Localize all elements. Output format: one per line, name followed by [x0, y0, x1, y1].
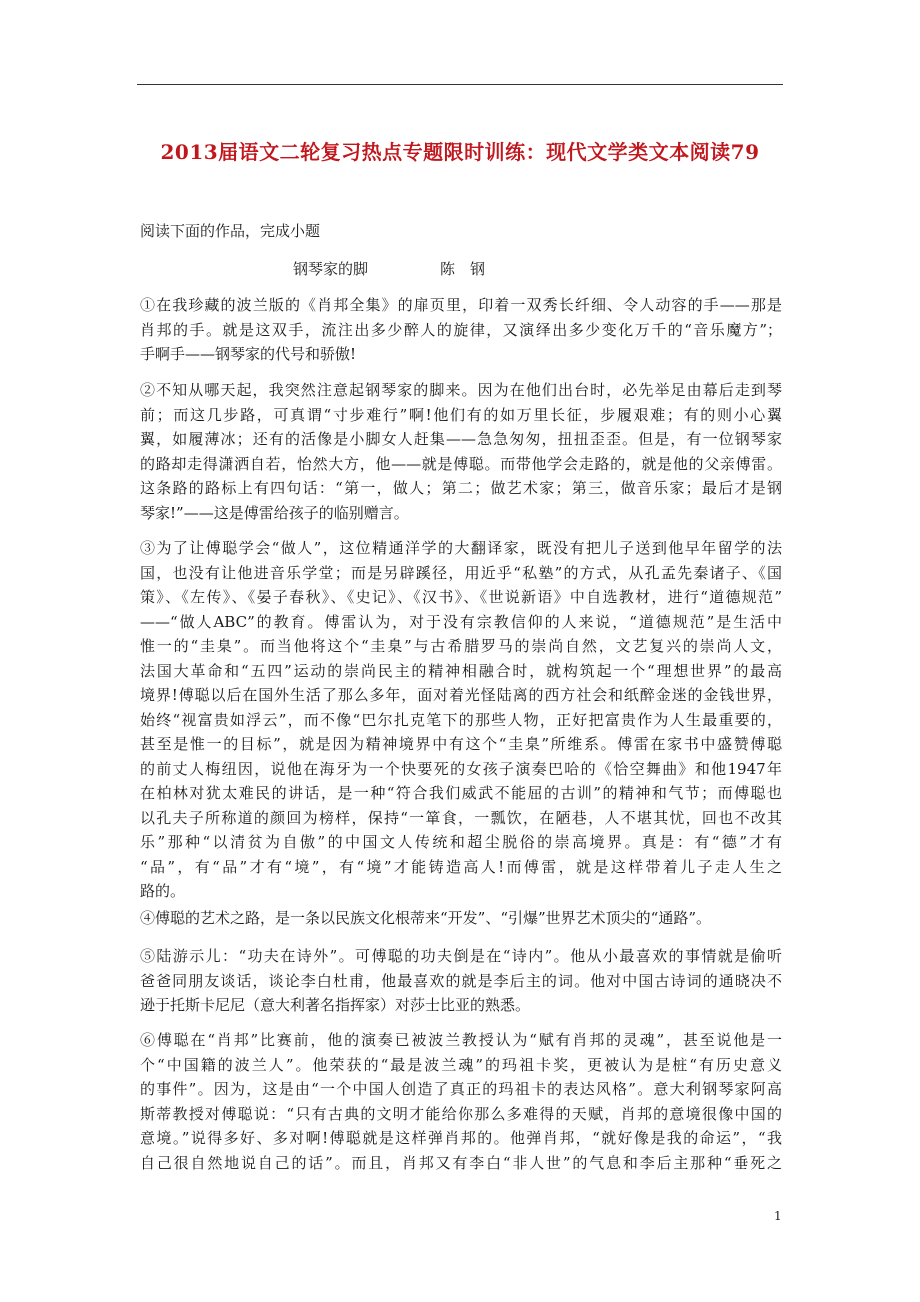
paragraph-line: 惟一的“圭臬”。而当他将这个“圭臬”与古希腊罗马的崇尚自然，文艺复兴的崇尚人文，: [140, 637, 782, 655]
paragraph-line: ①在我珍藏的波兰版的《肖邦全集》的扉页里，印着一双秀长纤细、令人动容的手——那是: [140, 296, 782, 314]
paragraph-line: 琴家!”——这是傅雷给孩子的临别赠言。: [140, 503, 409, 522]
paragraph-5: [140, 944, 782, 1018]
paragraph-line: 乐”那种“以清贫为自傲”的中国文人传统和超尘脱俗的崇高境界。真是：有“德”才有: [140, 833, 782, 851]
paragraph-line: ③为了让傅聪学会“做人”，这位精通洋学的大翻译家，既没有把儿子送到他早年留学的法: [140, 539, 782, 557]
paragraph-line: ⑤陆游示儿：“功夫在诗外”。可傅聪的功夫倒是在“诗内”。他从小最喜欢的事情就是偷听: [140, 947, 782, 965]
paragraph-line: ④傅聪的艺术之路，是一条以民族文化根蒂来“开发”、“引爆”世界艺术顶尖的“通路”。: [140, 909, 712, 927]
paragraph-3: [140, 536, 782, 904]
paragraph-line: 前；而这几步路，可真谓“寸步难行”啊!他们有的如万里长征，步履艰难；有的则小心翼: [140, 405, 782, 424]
paragraph-2: [140, 378, 782, 525]
paragraph-line: 境界!傅聪以后在国外生活了那么多年，面对着光怪陆离的西方社会和纸醉金迷的金钱世界，: [140, 686, 782, 704]
article-author: 陈 钢: [440, 260, 486, 278]
paragraph-line: 路的。: [140, 882, 186, 900]
paragraph-line: 策》、《左传》、《晏子春秋》、《史记》、《汉书》、《世说新语》中自选教材，进行“道德规范”: [140, 588, 782, 606]
paragraph-line: 以孔夫子所称道的颜回为榜样，保持“一箪食，一瓢饮，在陋巷，人不堪其忧，回也不改其: [140, 808, 782, 827]
instruction-text: 阅读下面的作品，完成小题: [140, 222, 321, 240]
paragraph-line: 在柏林对犹太难民的讲话，是一种“符合我们威武不能屈的古训”的精神和气节；而傅聪也: [140, 784, 782, 802]
paragraph-6: [140, 1028, 782, 1175]
paragraph-line: 甚至是惟一的目标”，就是因为精神境界中有这个“圭臬”所维系。傅雷在家书中盛赞傅聪: [140, 735, 782, 753]
paragraph-line: 肖邦的手。就是这双手，流注出多少醉人的旋律，又演绎出多少变化万千的“音乐魔方”；: [140, 320, 782, 339]
paragraph-line: “品”，有“品”才有“境”，有“境”才能铸造高人!而傅雷，就是这样带着儿子走人生之: [140, 857, 782, 876]
paragraph-line: 自己很自然地说自己的话”。而且，肖邦又有李白“非人世”的气息和李后主那种“垂死之: [140, 1153, 782, 1172]
paragraph-line: 斯蒂教授对傅聪说：“只有古典的文明才能给你那么多难得的天赋，肖邦的意境很像中国的: [140, 1104, 782, 1123]
paragraph-line: 法国大革命和“五四”运动的崇尚民主的精神相融合时，就构筑起一个“理想世界”的最高: [140, 661, 782, 680]
document-title: 2013届语文二轮复习热点专题限时训练：现代文学类文本阅读79: [160, 140, 760, 164]
paragraph-line: ⑥傅聪在“肖邦”比赛前，他的演奏已被波兰教授认为“赋有肖邦的灵魂”，甚至说他是一: [140, 1031, 782, 1049]
paragraph-line: 的事件”。因为，这是由“一个中国人创造了真正的玛祖卡的表达风格”。意大利钢琴家阿高: [140, 1080, 782, 1098]
page-number: 1: [774, 1209, 782, 1223]
paragraph-line: ②不知从哪天起，我突然注意起钢琴家的脚来。因为在他们出台时，必先举足由幕后走到琴: [140, 381, 782, 399]
paragraph-line: 始终“视富贵如浮云”，而不像“巴尔扎克笔下的那些人物，正好把富贵作为人生最重要的，: [140, 710, 782, 729]
header-rule: [137, 84, 783, 85]
article-title: 钢琴家的脚: [293, 260, 369, 278]
paragraph-line: 个“中国籍的波兰人”。他荣获的“最是波兰魂”的玛祖卡奖，更被认为是桩“有历史意义: [140, 1055, 782, 1074]
paragraph-line: 的前丈人梅纽因，说他在海牙为一个快要死的女孩子演奏巴哈的《恰空舞曲》和他1947年: [140, 759, 782, 778]
paragraph-line: ——“做人ABC”的教育。傅雷认为，对于没有宗教信仰的人来说，“道德规范”是生活中: [140, 612, 782, 631]
paragraph-1: [140, 293, 782, 367]
paragraph-line: 翼，如履薄冰；还有的活像是小脚女人赶集——急急匆匆，扭扭歪歪。但是，有一位钢琴家: [140, 430, 782, 448]
paragraph-line: 意境。”说得多好、多对啊!傅聪就是这样弹肖邦的。他弹肖邦，“就好像是我的命运”，“我: [140, 1129, 782, 1147]
paragraph-line: 这条路的路标上有四句话：“第一，做人；第二；做艺术家；第三，做音乐家；最后才是钢: [140, 479, 782, 497]
paragraph-line: 国，也没有让他进音乐学堂；而是另辟蹊径，用近乎“私塾”的方式，从孔孟先秦诸子、《国: [140, 563, 782, 582]
paragraph-line: 手啊手——钢琴家的代号和骄傲!: [140, 345, 357, 363]
paragraph-line: 爸爸同朋友谈话，谈论李白杜甫，他最喜欢的就是李后主的词。他对中国古诗词的通晓决不: [140, 971, 782, 990]
paragraph-4: [140, 906, 782, 931]
paragraph-line: 的路却走得潇洒自若，怡然大方，他——就是傅聪。而带他学会走路的，就是他的父亲傅雷。: [140, 454, 782, 473]
paragraph-line: 逊于托斯卡尼尼（意大利著名指挥家）对莎士比亚的熟悉。: [140, 996, 531, 1014]
